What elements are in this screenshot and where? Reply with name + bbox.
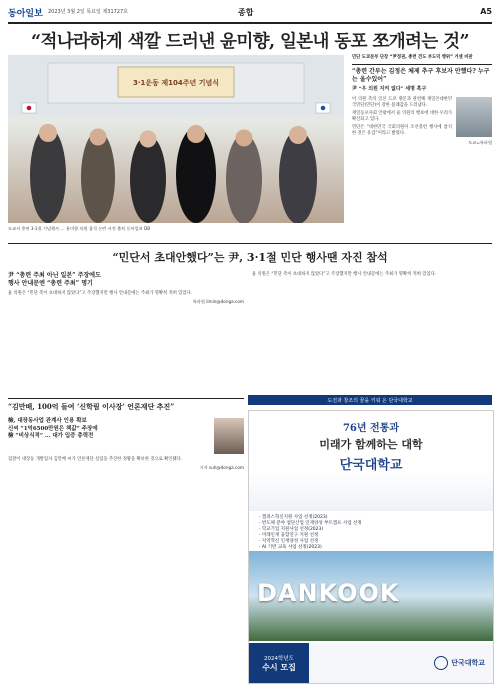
reporter-photo [456,97,492,137]
university-emblem-icon [434,656,448,670]
section-name: 종합 [238,8,254,17]
second-story-subhead: 행사 안내문엔 “총련 주최” 명기 [8,280,93,287]
person-photo [214,418,244,454]
section-divider [8,243,492,244]
story-kicker: 민단 도쿄본부 단장 “尹정권, 총련 견도 부도덕 행위” 거센 비판 [352,55,473,60]
ad-item: · 캠퍼스혁신지원 사업 선정(2023) [259,515,328,520]
notice-bar [248,395,492,405]
paragraph: 윤 의원은 “민단 측이 초대하지 않았다”고 주장했지만 행사 안내문에는 주최가 명확히 적혀 있었다. [8,291,193,296]
paragraph: 민단은 “대한민국 국회의원이 조선총련 행사에 참석한 것은 유감”이라고 밝혔다. [352,125,452,136]
admission-type: 수시 모집 [262,662,296,672]
ad-logo-text: DANKOOK [257,579,400,607]
event-photo [8,55,344,223]
quote-headline: “총련 간부는 김정은 체제 추구 후보자 안했다? 누구는 올수있어” [352,68,490,83]
crowd [30,124,317,223]
divider [352,64,492,65]
footer-university-name: 단국대학교 [451,659,485,667]
second-story-subhead: 尹 “총련 주최 아닌 일본” 주장에도 [8,272,101,279]
ad-university-name: 단국대학교 [339,458,403,473]
campus-photo [249,551,493,641]
main-headline: “적나라하게 색깔 드러낸 윤미향, 일본내 동포 쪼개려는 것” [31,32,469,52]
byline: 도쿄=특파원 [468,140,492,145]
ad-item: · 지역혁신 인재양성 사업 선정 [259,539,319,544]
notice-text: 도전과 창조의 꿈을 키워 온 단국대학교 [327,397,413,404]
ad-achievement-list [249,511,493,555]
paragraph: 검찰이 대장동 개발업자 김만배 씨가 언론재단 설립을 추진한 정황을 확보한 것으로 확인됐다. [8,457,183,462]
second-story-headline: “민단서 초대안했다”는 尹, 3·1절 민단 행사땐 자진 참석 [112,251,388,264]
third-story-subhead: 檢, 대장동사업 관계사 인용 확보 [8,418,87,424]
section-divider [8,398,244,399]
masthead [8,6,492,24]
paragraph: 재일동포사회 안팎에서 윤 의원의 행보에 대한 우려가 확산되고 있다. [352,111,452,122]
quote-subhead: 尹 “우 의원 지켜 없다” 세명 혹구 [352,86,427,92]
paragraph: 윤 의원은 “민단 측이 초대하지 않았다”고 주장했지만 행사 안내문에는 주최가 명확히 적혀 있었다. [252,272,437,277]
third-story [8,418,244,471]
university-advertisement [248,410,494,684]
ad-item: · AI 기반 교육 사업 선정(2023) [259,545,322,550]
ad-item: · 학교기업 지원사업 선정(2023) [259,527,324,532]
right-column-story [352,55,492,251]
third-story-subhead: 檢 “비상식적” … 대가 입증 총력전 [8,433,94,439]
page-number: A5 [480,7,492,16]
ad-tagline: 미래가 함께하는 대학 [319,438,423,451]
byline: 기자 suh@donga.com [199,465,244,470]
admission-year: 2024학년도 [264,655,294,662]
byline: 특파원 ilmin@donga.com [192,299,244,304]
banner-text: 3·1운동 제104주년 기념식 [133,79,219,87]
newspaper-logo: 동아일보 [8,9,43,19]
ad-footer [249,643,493,683]
photo-illustration [8,55,344,223]
third-story-headline: “김만배, 100억 들여 ‘신학림 이사장’ 언론재단 추진” [8,402,175,411]
second-story-continued [252,272,492,278]
ad-tagline: 76년 전통과 [342,423,400,434]
third-story-subhead: 신씨 “1억6500만원은 책값” 주장에 [8,425,98,432]
paragraph: 이 의원 측의 일본 도쿄 방문과 관련해 재일본대한민국민단(민단)이 강한 불쾌감을 드러냈다. [352,97,452,108]
second-story [8,272,244,305]
ad-item: · 미래인재 융합연구 지원 선정 [259,533,319,538]
ad-item: · 반도체 분야 첨단산업 인재양성 부트캠프 사업 선정 [259,521,362,526]
dateline: 2023년 3월 2일 목요일 제31727호 [48,9,129,15]
photo-caption: 도쿄서 총련 3·1절 기념행사 … 윤미향 의원 참석 논란 사진 출처 동아일보 DB [8,226,151,231]
